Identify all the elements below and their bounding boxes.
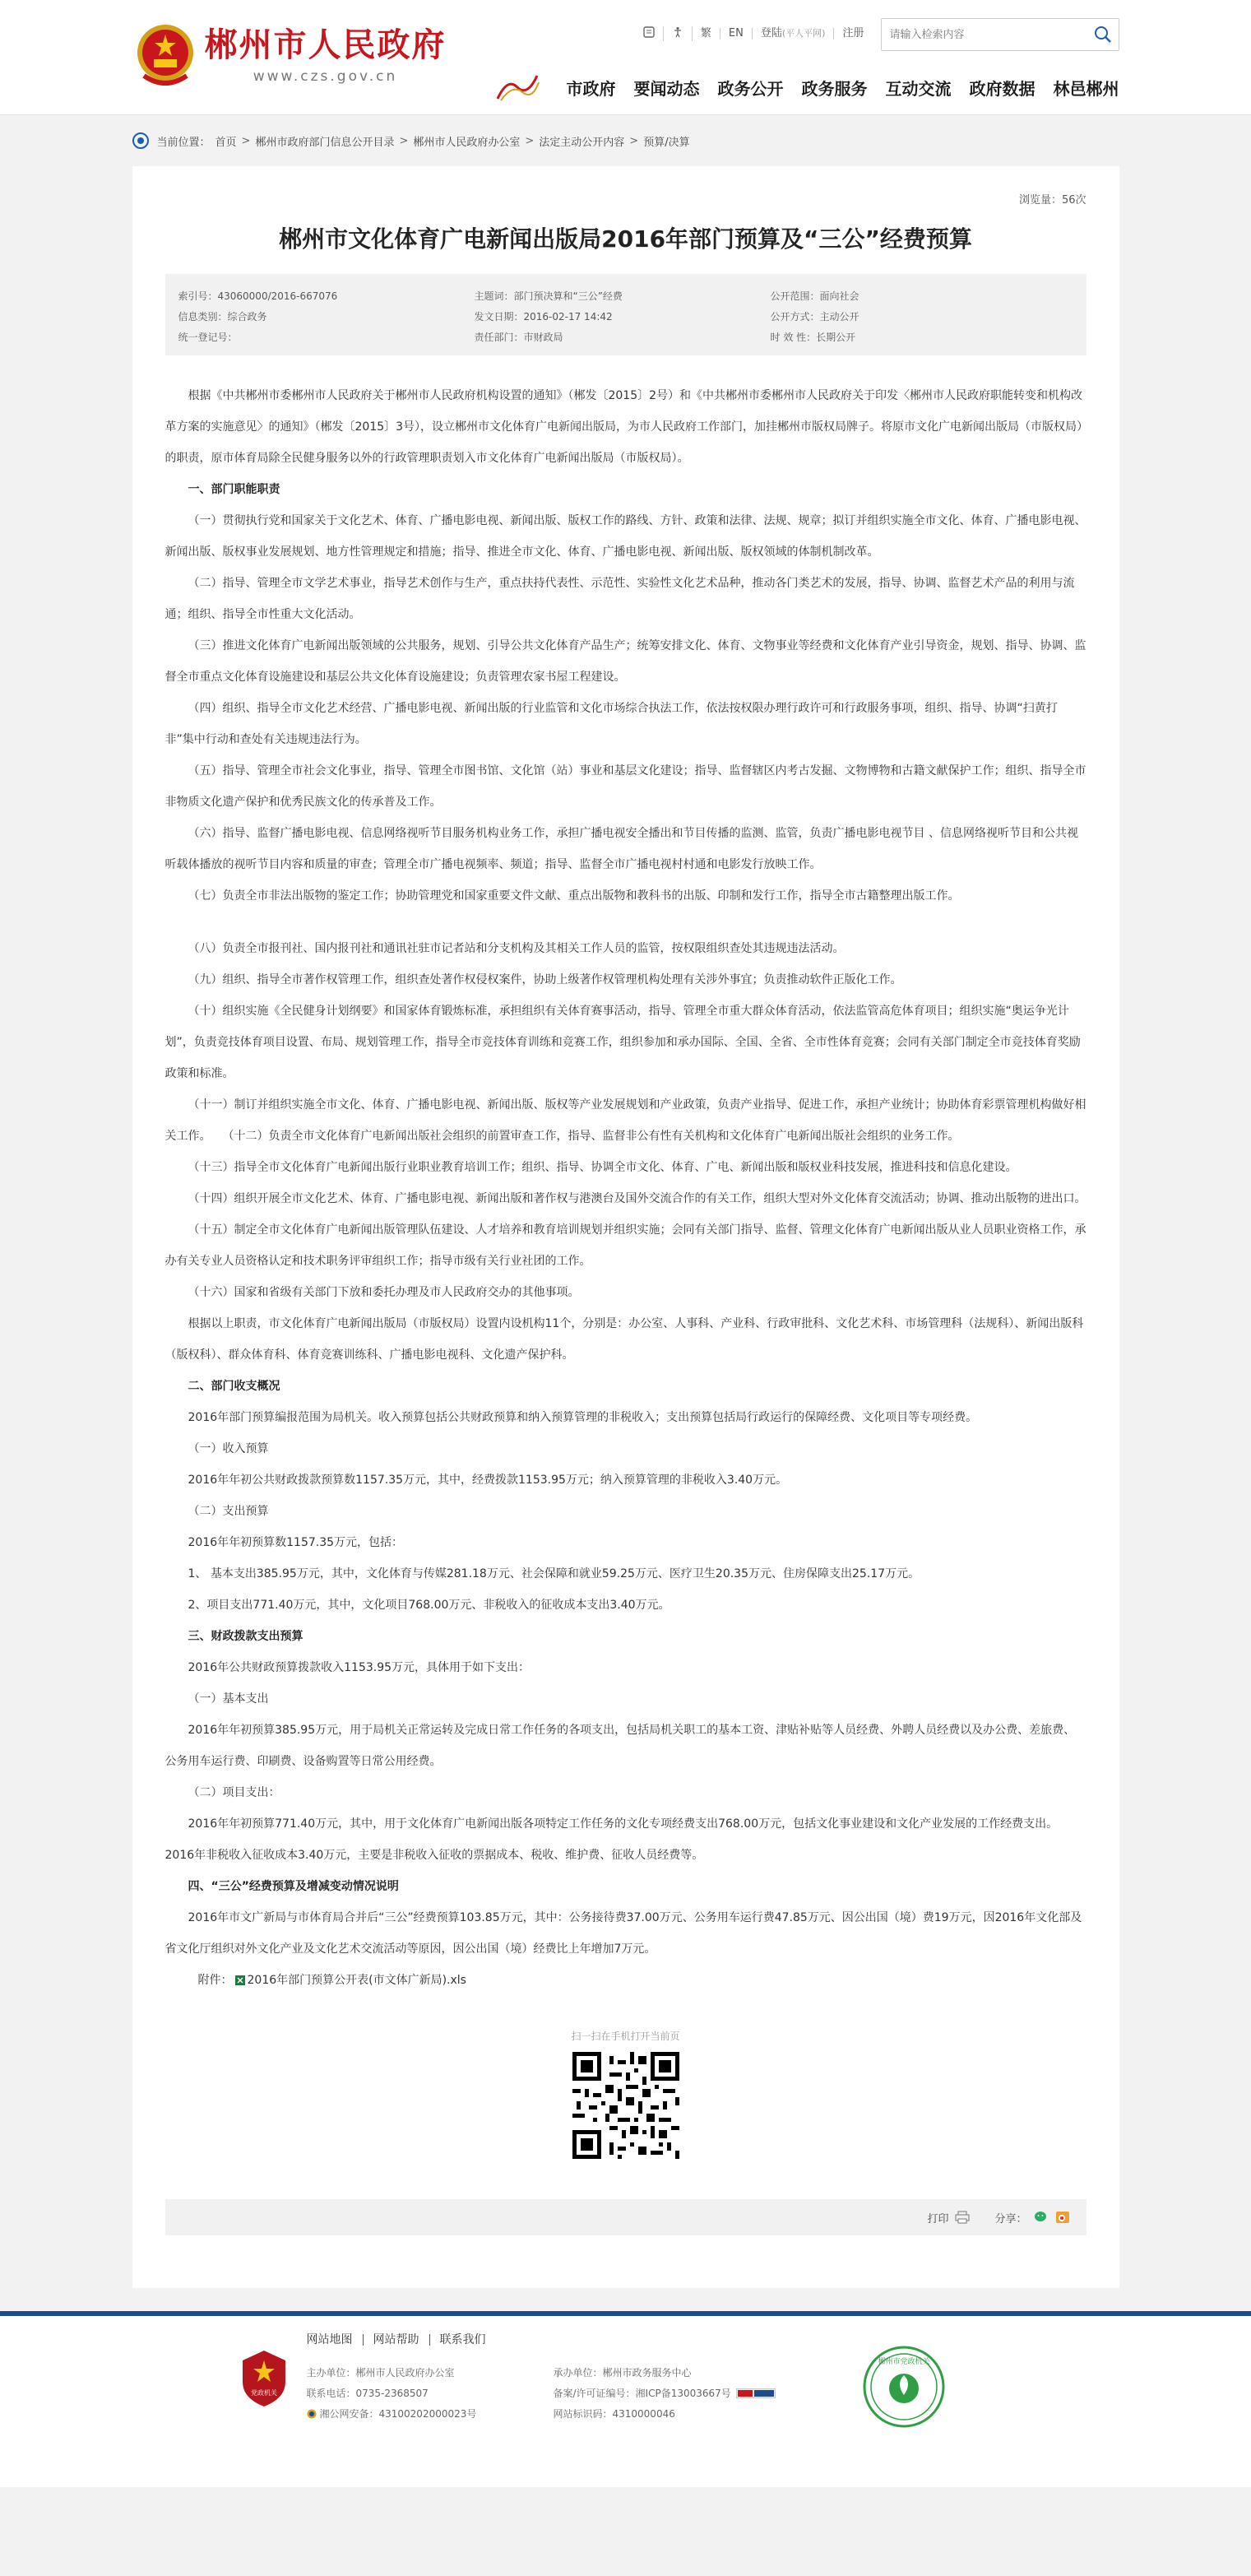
paragraph: （七）负责全市非法出版物的鉴定工作；协助管理党和国家重要文件文献、重点出版物和教科书的出版、印制和发行工作，指导全市古籍整理出版工作。: [188, 889, 960, 903]
section-heading: 四、“三公”经费预算及增减变动情况说明: [188, 1880, 399, 1893]
breadcrumb-label: 当前位置：: [156, 136, 211, 149]
paragraph: 2、项目支出771.40万元，其中，文化项目768.00万元、非税收入的征收成本支出3.40万元。: [188, 1599, 670, 1612]
site-title: 郴州市人民政府: [204, 26, 447, 64]
seal-text: 郴州市党政机关: [877, 2358, 930, 2366]
paragraph: 根据《中共郴州市委郴州市人民政府关于郴州市人民政府机构设置的通知》（郴发〔2015〕2号）和《中共郴州市委郴州市人民政府关于印发〈郴州市人民政府职能转变和机构改革方案的实施意见〉的通知》（郴发〔2015〕3号），设立郴州市文化体育广电新闻出版局，为市人民政府工作部门，加挂郴州市版权局牌子。将原市文化广电新闻出版局（市版权局）的职责，原市体育局除全民健身服务以外的行政管理职责划入市文化体育广电新闻出版局（市版权局）。: [164, 389, 1083, 465]
paragraph: （六）指导、监督广播电影电视、信息网络视听节目服务机构业务工作，承担广播电视安全播出和节目传播的监测、监管，负责广播电影电视节目 、信息网络视听节目和公共视听载体播放的视听节目内容和质量的审查；管理全市广播电视频率、频道；指导、监督全市广播电视村村通和电影发行放映工作。: [164, 827, 1078, 871]
article-meta: [165, 274, 1087, 355]
paragraph: （十三）指导全市文化体育广电新闻出版行业职业教育培训工作；组织、指导、协调全市文化、体育、广电、新闻出版和版权业科技发展，推进科技和信息化建设。: [188, 1161, 1017, 1174]
decorative-flourish-icon: [493, 71, 542, 104]
login-label: 登陆: [760, 27, 782, 39]
footer-icp: 备案/许可证编号：湘ICP备13003667号: [553, 2388, 731, 2399]
footer-links: [307, 2334, 496, 2346]
weibo-share-icon[interactable]: [1055, 2211, 1070, 2224]
accessibility-icon[interactable]: [664, 26, 693, 41]
qr-section: [165, 2029, 1087, 2166]
paragraph: 1、 基本支出385.95万元，其中，文化体育与传媒281.18万元、社会保障和就业59.25万元、医疗卫生20.35万元、住房保障支出25.17万元。: [188, 1567, 920, 1580]
traditional-chinese-link[interactable]: 繁: [693, 28, 720, 39]
login-link[interactable]: [753, 28, 835, 39]
nav-news[interactable]: 要闻动态: [633, 78, 700, 99]
nav-interaction[interactable]: 互动交流: [885, 78, 952, 99]
cnnic-badge-icon[interactable]: [736, 2388, 776, 2398]
party-government-badge-icon[interactable]: [239, 2349, 289, 2408]
print-label: 打印: [927, 2212, 949, 2226]
paragraph: （八）负责全市报刊社、国内报刊社和通讯社驻市记者站和分支机构及其相关工作人员的监管，按权限组织查处其违规违法活动。: [188, 942, 845, 955]
meta-validity: 时 效 性：长期公开: [770, 332, 856, 343]
view-count: 浏览量：56次: [1018, 194, 1087, 207]
nav-government-data[interactable]: 政府数据: [969, 78, 1036, 99]
search-icon[interactable]: [1087, 19, 1119, 50]
paragraph: （十五）制定全市文化体育广电新闻出版管理队伍建设、人才培养和教育培训规划并组织实施；会同有关部门指导、监督、管理文化体育广电新闻出版从业人员职业资格工作，承办有关专业人员资格认定和技术职务评审组织工作；指导市级有关行业社团的工作。: [164, 1223, 1087, 1268]
paragraph: 2016年年初预算771.40万元，其中，用于文化体育广电新闻出版各项特定工作任务的文化专项经费支出768.00万元，包括文化事业建设和文化产业发展的工作经费支出。2016年非税收入征收成本3.40万元，主要是非税收入征收的票据成本、税收、维护费、征收人员经费等。: [164, 1817, 1059, 1862]
section-heading: 二、部门收支概况: [188, 1380, 280, 1393]
qr-caption: 扫一扫在手机打开当前页: [571, 2031, 680, 2042]
footer-info: [307, 2365, 800, 2421]
footer-site-code: 网站标识码：4310000046: [553, 2408, 675, 2420]
footer-sponsor: 主办单位：郴州市人民政府办公室: [306, 2367, 455, 2379]
breadcrumb-item-public-content[interactable]: 法定主动公开内容: [539, 136, 625, 149]
breadcrumb: [132, 115, 1119, 166]
paragraph: 2016年部门预算编报范围为局机关。收入预算包括公共财政预算和纳入预算管理的非税收入；支出预算包括局行政运行的保障经费、文化项目等专项经费。: [188, 1411, 978, 1424]
excel-file-icon: [234, 1975, 246, 1986]
paragraph: （二）项目支出：: [188, 1786, 280, 1799]
section-heading: 一、部门职能职责: [188, 483, 280, 496]
article-title: 郴州市文化体育广电新闻出版局2016年部门预算及“三公”经费预算: [279, 225, 972, 253]
qr-code-icon: [568, 2048, 683, 2163]
breadcrumb-item-home[interactable]: 首页: [215, 136, 237, 149]
paragraph: （一）基本支出: [188, 1692, 269, 1706]
footer-icp-row: [554, 2386, 800, 2400]
government-seal-icon[interactable]: [863, 2346, 945, 2428]
paragraph: （五）指导、管理全市社会文化事业，指导、管理全市图书馆、文化馆（站）事业和基层文化建设；指导、监督辖区内考古发掘、文物博物和古籍文献保护工作；组织、指导全市非物质文化遗产保护和优秀民族文化的传承普及工作。: [164, 764, 1087, 809]
site-logo[interactable]: [132, 18, 447, 92]
breadcrumb-item-catalog[interactable]: 郴州市政府部门信息公开目录: [255, 136, 395, 149]
search-input[interactable]: [882, 20, 1087, 49]
print-button[interactable]: [927, 2210, 970, 2226]
share-group: [994, 2210, 1069, 2226]
attachment-row: [165, 1965, 1087, 1996]
paragraph: （四）组织、指导全市文化艺术经营、广播电影电视、新闻出版的行业监管和文化市场综合执法工作，依法按权限办理行政许可和行政服务事项，组织、指导、协调“扫黄打非”集中行动和查处有关违规违法行为。: [164, 702, 1058, 746]
paragraph: 2016年年初公共财政拨款预算数1157.35万元，其中，经费拨款1153.95万元；纳入预算管理的非税收入3.40万元。: [188, 1474, 788, 1487]
search-box: [881, 18, 1119, 51]
nav-linyi-chenzhou[interactable]: 林邑郴州: [1053, 78, 1119, 99]
paragraph: （一）贯彻执行党和国家关于文化艺术、体育、广播电影电视、新闻出版、版权工作的路线、方针、政策和法律、法规、规章；拟订并组织实施全市文化、体育、广播电影电视、新闻出版、版权事业发展规划、地方性管理规定和措施；指导、推进全市文化、体育、广播电影电视、新闻出版、版权领域的体制机制改革。: [164, 514, 1087, 559]
site-header: [0, 0, 1251, 115]
article: [132, 166, 1119, 2288]
footer-phone: 联系电话：0735-2368507: [306, 2388, 429, 2399]
footer-organizer: 承办单位：郴州市政务服务中心: [553, 2367, 692, 2379]
paragraph: （二）支出预算: [188, 1505, 269, 1518]
police-badge-icon: [307, 2409, 317, 2419]
meta-registration: 统一登记号：: [178, 332, 238, 343]
paragraph: （九）组织、指导全市著作权管理工作，组织查处著作权侵权案件，协助上级著作权管理机构处理有关涉外事宜；负责推动软件正版化工作。: [188, 973, 902, 986]
site-footer: [0, 2311, 1251, 2487]
footer-link-sitemap[interactable]: 网站地图: [307, 2334, 364, 2346]
breadcrumb-item-office[interactable]: 郴州市人民政府办公室: [413, 136, 521, 149]
footer-link-help[interactable]: 网站帮助: [364, 2334, 430, 2346]
paragraph: （十四）组织开展全市文化艺术、体育、广播电影电视、新闻出版和著作权与港澳台及国外交流合作的有关工作，组织大型对外文化体育交流活动；协调、推动出版物的进出口。: [188, 1192, 1087, 1205]
paragraph: （十）组织实施《全民健身计划纲要》和国家体育锻炼标准，承担组织有关体育赛事活动，指导、管理全市重大群众体育活动，依法监管高危体育项目；组织实施“奥运争光计划”，负责竞技体育项目设置、布局、规划管理工作，指导全市竞技体育训练和竞赛工作，组织参加和承办国际、全国、全省、全市性体育竞赛；会同有关部门制定全市竞技体育奖励政策和标准。: [164, 1005, 1081, 1080]
register-link[interactable]: 注册: [842, 27, 864, 39]
sitemap-link-icon[interactable]: [635, 26, 664, 41]
nav-government-services[interactable]: 政务服务: [801, 78, 868, 99]
attachment-label: 附件：: [197, 1974, 233, 1987]
meta-department: 责任部门：市财政局: [474, 332, 563, 343]
main-nav: [493, 71, 1119, 104]
wechat-share-icon[interactable]: [1034, 2211, 1049, 2224]
meta-subject: 主题词：部门预决算和“三公”经费: [474, 290, 623, 302]
paragraph: 2016年市文广新局与市体育局合并后“三公”经费预算103.85万元，其中：公务接待费37.00万元、公务用车运行费47.85万元、因公出国（境）费19万元，因2016年文化部及省文化厅组织对外文化产业及文化艺术交流活动等原因，因公出国（境）经费比上年增加7万元。: [164, 1911, 1082, 1956]
meta-category: 信息类别：综合政务: [178, 311, 267, 323]
share-label: 分享：: [994, 2212, 1027, 2226]
article-body: [165, 380, 1087, 1996]
paragraph: 2016年年初预算数1157.35万元，包括：: [188, 1536, 404, 1549]
nav-city-government[interactable]: 市政府: [566, 78, 616, 99]
meta-method: 公开方式：主动公开: [770, 311, 859, 323]
footer-police-record: 湘公网安备：43100202000023号: [319, 2408, 477, 2420]
national-emblem-icon: [132, 18, 198, 92]
attachment-link[interactable]: 2016年部门预算公开表(市文体广新局).xls: [247, 1974, 466, 1987]
breadcrumb-item-budget[interactable]: 预算/决算: [643, 136, 690, 149]
login-note: (平人平网): [781, 28, 826, 39]
paragraph: （十六）国家和省级有关部门下放和委托办理及市人民政府交办的其他事项。: [188, 1286, 580, 1299]
section-heading: 三、财政拨款支出预算: [188, 1630, 303, 1643]
meta-date: 发文日期：2016-02-17 14:42: [474, 311, 613, 323]
english-link[interactable]: EN: [720, 28, 753, 39]
top-links: [635, 26, 873, 41]
breadcrumb-separator: >: [241, 134, 251, 147]
print-share-bar: [165, 2199, 1087, 2235]
paragraph: 2016年年初预算385.95万元，用于局机关正常运转及完成日常工作任务的各项支出，包括局机关职工的基本工资、津贴补贴等人员经费、外聘人员经费以及办公费、差旅费、公务用车运行费、印刷费、设备购置等日常公用经费。: [164, 1724, 1076, 1768]
nav-government-affairs[interactable]: 政务公开: [717, 78, 784, 99]
location-icon: [132, 132, 149, 149]
footer-link-contact[interactable]: 联系我们: [439, 2333, 486, 2346]
breadcrumb-separator: >: [525, 134, 535, 147]
paragraph: （三）推进文化体育广电新闻出版领域的公共服务，规划、引导公共文化体育产品生产；统筹安排文化、体育、文物事业等经费和文化体育产业引导资金，规划、指导、协调、监督全市重点文化体育设施建设和基层公共文化体育设施建设；负责管理农家书屋工程建设。: [164, 639, 1087, 684]
meta-index-number: 索引号：43060000/2016-667076: [178, 290, 338, 302]
breadcrumb-separator: >: [629, 134, 639, 147]
badge-text: 党政机关: [250, 2389, 277, 2397]
paragraph: （十一）制订并组织实施全市文化、体育、广播电影电视、新闻出版、版权等产业发展规划和产业政策，负责产业指导、促进工作，承担产业统计；协助体育彩票管理机构做好相关工作。 （十二）负责全市文化体育广电新闻出版社会组织的前置审查工作，指导、监督非公有性有关机构和文化体育广电新闻出版社会组织的业务工作。: [164, 1098, 1087, 1143]
footer-police-row: [307, 2407, 554, 2421]
paragraph: （一）收入预算: [188, 1442, 269, 1455]
paragraph: （二）指导、管理全市文学艺术事业，指导艺术创作与生产，重点扶持代表性、示范性、实验性文化艺术品种，推动各门类艺术的发展，指导、协调、监督艺术产品的利用与流通；组织、指导全市性重大文化活动。: [164, 577, 1075, 621]
paragraph: 2016年公共财政预算拨款收入1153.95万元，具体用于如下支出：: [188, 1661, 531, 1674]
printer-icon: [955, 2211, 970, 2224]
meta-scope: 公开范围：面向社会: [770, 290, 859, 302]
breadcrumb-separator: >: [399, 134, 409, 147]
site-url: www.czs.gov.cn: [253, 68, 398, 85]
paragraph: 根据以上职责，市文化体育广电新闻出版局（市版权局）设置内设机构11个，分别是：办公室、人事科、产业科、行政审批科、文化艺术科、市场管理科（法规科）、新闻出版科（版权科）、群众体育科、体育竞赛训练科、广播电影电视科、文化遗产保护科。: [164, 1317, 1084, 1362]
